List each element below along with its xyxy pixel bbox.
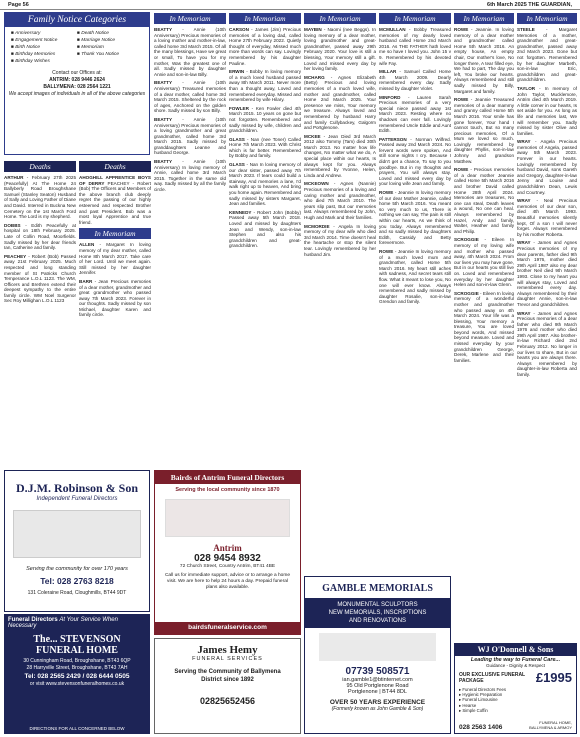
notices-col1: [4, 175, 76, 304]
bairds-phone: 028 9454 8932: [194, 553, 261, 564]
djm-serving: Serving the community for over 170 years: [26, 566, 128, 572]
notice-text: - Edith Peacefully at hospital on 18th February 2025. Late of Collin Road, Moorfields. Sadly missed by her dear friends Ian, Catherine and family.: [4, 222, 76, 251]
notice-text: PEACHEY - Robert (Bob) The Officers and Members of the above branch club deeply regret the passing of our highly esteemed and respected Brother and past President. Bob was a most loyal Apprentice and true friend.: [79, 180, 151, 225]
category-item: ■ Marriage Notice: [77, 38, 116, 43]
gamble-town: Portglenone | BT44 8DL: [348, 689, 407, 695]
notice-text: - Annie (10th Anniversary) In loving memory of Annie, called home 3rd March 2015. Together in the same old way. Sadly missed by all the family circle.: [154, 159, 226, 193]
notice-name: BEATTY: [154, 116, 173, 122]
notice-name: WRAY: [517, 310, 531, 316]
bairds-website: bairdsfuneralservice.com: [155, 622, 300, 634]
notice-text: - Jean Died 3rd March 2012 also Tommy (Tam) died 30th March 2013. No matter how life changes, No matter what we do, A special place within our hearts, Is always kept for you. Always remembered by Yvonne, Helen, Linda and Andrew.: [304, 133, 376, 178]
notice-name: WRAY: [517, 198, 531, 204]
hemy-ad: [154, 638, 301, 734]
contact-label: Contact our Offices at:: [52, 70, 102, 76]
notice-text: - Bobby In loving memory of a much loved husband passed away 8th March 2011. Never more than a thought away, Loved and remembered everyday. Missed and remembered by wife Hilary.: [229, 69, 301, 103]
notice: [517, 139, 577, 195]
issue-date: 6th March 2025 THE GUARDIAN,: [487, 2, 572, 8]
memoriam-header: In Memoriam: [517, 13, 577, 24]
bairds-name: Bairds of Antrim Funeral Directors: [155, 471, 300, 484]
notice: [517, 198, 577, 237]
package-item: ▸ Funeral Directors Fees: [459, 687, 507, 692]
gamble-photo: [319, 633, 436, 661]
stevenson-top: Funeral Directors: [8, 617, 58, 623]
notice-text: - Norman Wilfred. Passed away 2nd March 2024. No fervent words were spoken, And still some nights I cry. Because I didn't get a chance, To say to you goodbye. But in my thoughts and prayers, You will always stay. Loved and missed every day by your loving wife Jean and family.: [379, 136, 451, 187]
category-item: ■ Thank You Notice: [77, 52, 120, 57]
notice-name: TAYLOR: [517, 85, 536, 91]
categories-title: Family Notice Categories: [5, 13, 149, 27]
notice-text: - Lauren Sarah Precious memories of a very special niece passed away 1st March 2023. Resting where no shadows can ever fall. Lovingly remembered Uncle Eddie and Aunt Edith.: [379, 94, 451, 134]
hemy-name: James Hemy: [197, 644, 258, 656]
notice-text: - Nan In loving memory of our dear sister, passed away 7th March 2023. If tears could build a stairway, And memories a lane, I'd walk right up to heaven, And bring you home again. Remembered and sadly missed by sisters Margaret, Jean and families.: [229, 162, 301, 207]
notice-name: ROWE: [379, 190, 394, 196]
notice: [454, 97, 514, 164]
notice: [379, 137, 451, 187]
odonnell-package-items: [455, 687, 576, 713]
category-item: ■ Memoriam: [77, 45, 104, 50]
notice-name: MCMORDIE: [304, 223, 330, 229]
notice: [304, 75, 376, 131]
memoriam-header: In Memoriam: [79, 228, 151, 239]
djm-address: 131 Coleraine Road, Cloughmills, BT44 9DT: [27, 590, 127, 596]
category-item: ■ Anniversary: [11, 31, 41, 36]
gamble-experience: OVER 50 YEARS EXPERIENCE: [329, 699, 426, 706]
notice: [229, 162, 301, 207]
notice-text: - Robert John (Bobby) Passed away 5th March 2018. Loved and missed by daughters Jean and Wendy, son-in-law Stephen and also his grandchildren and great-grandchildren.: [229, 209, 301, 249]
notice-name: BEATTY: [154, 159, 173, 165]
gamble-line2: NEW MEMORIALS, INSCRIPTIONS: [328, 610, 427, 616]
gamble-ad: [304, 576, 451, 734]
notice-name: MILLAR: [379, 69, 397, 75]
stevenson-name: The... STEVENSON FUNERAL HOME: [33, 634, 121, 656]
notice-text: - James and Agnes Precious memories of a dear father who died 9th March 1976 and mother who died 29th April 1987. Also brother-in-law Richard died 2nd February 2012. No longer in our lives to share, But in our hearts you are always there. Always remembered by daughter-in-law Roberta and family.: [517, 310, 577, 378]
categories-note: We accept images of individuals in all of the above categories: [8, 91, 146, 97]
notice: [304, 181, 376, 220]
notices-col4: [229, 27, 301, 249]
notice-name: MAYBIN: [304, 27, 322, 32]
djm-sub: Independent Funeral Directors: [36, 496, 118, 502]
notice-text: - Jeannie Treasured memories of a dear mammy and granny called Home 5th March 2016. Your smile has gone forever, Your hand I cannot touch, But so many precious memories, Of a Mum we loved so much. Lovingly remembered by daughter Phyllis, son-in-law Johnny and grandson Matthew.: [454, 97, 514, 164]
notice-text: - Neal Precious memories of our dear son, died 4th March 1993. Beautiful memories silently kept, Of a son I will never forget. Always remembered by his mother Roberta.: [517, 198, 577, 237]
notice: [379, 95, 451, 134]
notice: [79, 242, 151, 276]
notice: [304, 27, 376, 72]
notice: [379, 69, 451, 91]
odonnell-sub: Guidance - Dignity & Respect: [485, 663, 546, 668]
package-item: ▸ Hygienic Preparation: [459, 692, 503, 698]
notice-text: - Jeannie In loving memory of a much loved mum and grandmother, called Home 5th March 2016. My heart still aches with sadness, And secret tears still flow. What it meant to lose you, No one will ever know. Always remembered and sadly missed by daughter Rosalie, son-in-law Grendon and family.: [379, 248, 451, 305]
notice: [79, 279, 151, 318]
deaths-header: Deaths: [4, 161, 76, 172]
notice-name: CARSON: [229, 27, 249, 32]
notice-text: - In memory of John Taylor, Mucklemore, Antrim died 4th March 2019. A little corner in our hearts, Is set aside for you. As long as life and memories last, We will remember you. Sadly missed by sister Olive and families.: [517, 85, 577, 136]
contact-block: [5, 70, 149, 98]
antrim-phone: ANTRIM: 028 9446 2624: [49, 77, 105, 83]
notice: [517, 240, 577, 307]
notices-col5: [304, 27, 376, 257]
category-item: ■ Death Notice: [77, 31, 109, 36]
package-item: ▸ Funeral Limousine: [459, 697, 498, 703]
column-7: [454, 13, 514, 641]
notice-name: KENNEDY: [229, 209, 252, 215]
odonnell-offer: OUR EXCLUSIVE FUNERAL PACKAGE: [459, 671, 526, 684]
notice-text: - Precious memories of a dear mother Jeannie called Home 5th March 2016 and brother David called Home 28th April 2024. Memories are treasures, No one can steal, Death leaves a wound, No one can heal. Always remembered by Hazel, Andy and family, Walter, Heather and family and Philip.: [454, 167, 514, 234]
bairds-ad: [154, 470, 301, 635]
notice: [454, 237, 514, 287]
stevenson-ad: [4, 614, 150, 734]
notice: [154, 159, 226, 193]
notice-text: - Angela In loving memory of my dear wife who died 3rd March 2014. Time doesn't heal the heartache or stop the silent tear. Lovingly remembered by her husband Jim.: [304, 223, 376, 257]
notice-name: AHOGHILL APPRENTICE BOYS OF DERRY: [79, 175, 151, 186]
notice-text: - James and Agnes Precious memories of my dear parents, father died 9th March 1976, mother died 29th April 1987 also my dear brother Neil died 9th March 1993. Close to my heart you will always stay, Loved and remembered every day. Always remembered by their daughter Annie, son-in-law Trevor and grandchildren.: [517, 240, 577, 307]
bairds-address: 72 Church Street, Country Antrim, BT41 4BE: [179, 564, 276, 569]
notice: [229, 69, 301, 103]
notice: [517, 311, 577, 378]
notice: [79, 175, 151, 225]
odonnell-price: £1995: [535, 670, 572, 685]
notice-text: - Margaret In loving memory of my dear mother, called Home 8th March 2017. Take care of her Lord. Until we meet again. Still missed by her daughter Jennifer.: [79, 242, 151, 276]
djm-photo: [13, 510, 141, 558]
stevenson-sub: At Your Service When Necessary: [8, 617, 118, 629]
notice: [454, 167, 514, 234]
page-number: Page 56: [8, 2, 29, 8]
djm-robinson-ad: [4, 470, 150, 612]
memoriam-header: In Memoriam: [379, 13, 451, 24]
notices-col6: [379, 27, 451, 305]
gamble-phone: 07739 508571: [345, 666, 410, 677]
memoriam-header: In Memoriam: [154, 13, 226, 24]
notice-name: MCMULLAN: [379, 27, 406, 32]
column-6: [379, 13, 451, 573]
notice: [4, 175, 76, 220]
notice: [517, 86, 577, 136]
notice-text: - Agnes Elizabeth (Betty) Precious and loving memories of a much loved wife, mother and grandmother, called Home 2nd March 2025. Your presence we miss, Your memory we treasure. Always loved and remembered by husband Harry and family Cullybackey, Galgorm and Portglenone.: [304, 74, 376, 131]
categories-list: [5, 27, 149, 68]
notice-name: MCKEOWN: [304, 181, 329, 187]
notice-text: - Nan (nee Toner) Called Home 7th March 2023. With Christ which is far better. Remembered by Bobby and family.: [229, 136, 301, 159]
notice-text: - Annie (10th Anniversary) Treasured memories of a dear mother, called home 3rd March 2015. Sheltered by the rock of ages, Anchored on the golden shore. Sadly missed by son Billy.: [154, 80, 226, 114]
notice-name: WRAY: [517, 139, 531, 145]
notice-text: - Annie (10th Anniversary) Precious memories of a loving mother and mother-in-law, called home 3rd March 2015. Of all the many blessings, Have we great or small, To have you for my mother, Was the greatest one of all. Sadly missed by daughter Annie and son-in-law Billy.: [154, 27, 226, 77]
djm-name: D.J.M. Robinson & Son: [15, 481, 139, 495]
notice: [154, 117, 226, 156]
notice-name: FOWLER: [229, 105, 249, 111]
bairds-note: Call us for immediate support, advice or to arrange a home visit. We are here to help 24 hours a day. Prepaid funeral plans also available.: [164, 573, 291, 590]
gamble-address: 95 Old Portglenone Road: [346, 683, 409, 689]
page-header: [0, 0, 580, 10]
stevenson-footer: DIRECTIONS FOR ALL CONCERNED BELOW: [29, 726, 125, 731]
notice-text: - Naomi (nee Beggs). In loving memory of a dear mother, loving grandmother and great-grandmother, passed away 29th February 2020. Your love is still a blessing, Your memory still a gift. Loved and missed every day by her loving family.: [304, 27, 376, 72]
notice-name: PEACHEY: [4, 253, 27, 259]
notice: [154, 80, 226, 114]
column-2: [79, 158, 151, 468]
notice-text: - Jean Precious memories of a dear mother, grandmother and great grandmother who passed away 7th March 2023. Forever in our thoughts. Sadly missed by son Michael, daughter Karen and family circle.: [79, 278, 151, 318]
category-item: ■ Birth Notice: [11, 45, 41, 50]
hemy-phone: 02825652456: [199, 696, 256, 706]
notice: [454, 291, 514, 364]
column-5: [304, 13, 376, 573]
notice-text: - February 27th 2025 (Peacefully) At The Home 24 Ballyberly Road Broughshane Samuel (Stanley Seaton) Husband of Sally and Loving Father of Diane and David. Interred in Buckna New Cemetery on the 1st March Ford Home. The Lord is my shepherd.: [4, 175, 76, 220]
notice-name: ROWE: [454, 97, 469, 103]
hemy-serving: Serving the Community of Ballymena District since 1892: [174, 669, 281, 683]
notices-col7: [454, 27, 514, 363]
notice: [4, 254, 76, 304]
memoriam-header: In Memoriam: [229, 13, 301, 24]
gamble-email: ian.gamble1@btinternet.com: [342, 677, 413, 683]
notice: [379, 27, 451, 66]
odonnell-ad: [454, 643, 577, 734]
notice-name: SCROGGIE: [454, 237, 479, 243]
notice-name: MCKEE: [304, 133, 321, 139]
notice-name: DOBBS: [4, 222, 21, 228]
notice-name: SCROGGIE: [454, 290, 479, 296]
notice-text: - Jeannie In loving memory of our dear Mother Jeannie, called home 5th March 2016. You meant so very much to us, There is nothing we can say, The pain is still within our hearts, As we think of you today. Always remembered and so sadly missed by daughters Edith, Cassidy and Betty forevermore.: [379, 190, 451, 246]
column-4: [229, 13, 301, 468]
deaths-header: Deaths: [79, 161, 151, 172]
family-notice-categories: [4, 12, 150, 155]
bairds-town: Antrim: [213, 543, 242, 553]
notice-text: - Jeannie. In loving memory of a dear mother and grandmother called Home 5th March 2016. An empty house, An empty chair, Our mother's love, No longer there, A tear filled eye, We had to part, The day you left, You broke our hearts. Always remembered and still sadly missed by Billy, Margaret and family.: [454, 27, 514, 94]
odonnell-tagline: Leading the way to Funeral Care...: [470, 657, 561, 663]
stevenson-address-2: 28 Harryville Street, Broughshane, BT43 7AH: [26, 665, 128, 671]
notice-name: WRAY: [517, 240, 531, 246]
notices-col8: [517, 27, 577, 378]
notice-name: ROWE: [454, 27, 469, 32]
notice-name: PATTERSON: [379, 136, 407, 142]
notice: [4, 223, 76, 251]
notice-text: - Angela Precious memories of Angela, passed away 5th March 2023. Forever in our hearts. Lovingly remembered by husband David, sons Gareth and Gregory, daughter-in-law Jenny and Louise and grandchildren Dean, Lewis and Courtney.: [517, 139, 577, 195]
notice-name: BEATTY: [154, 27, 173, 32]
category-item: ■ Birthday Memories: [11, 52, 56, 57]
notice-name: BARR: [79, 278, 93, 284]
bairds-photo: [165, 499, 290, 537]
notice-name: ROWE: [454, 167, 469, 173]
notice-text: - Agnes (Nannie) Precious memories of a loving and caring mother and grandmother, who died 7th March 2010. The years slip past, But our memories last. Always remembered by John, Hugh and Mark and their families.: [304, 181, 376, 220]
notice: [379, 190, 451, 246]
notice: [154, 27, 226, 77]
gamble-previous: (Formerly known as John Gamble & Son): [331, 706, 424, 712]
notice: [229, 106, 301, 134]
notice: [229, 27, 301, 66]
notice-text: - Eileen In loving memory of a wonderful mother and grandmother who passed away on 4th March 2024. Your life was a blessing, Your memory a treasure, You are loved beyond words, And missed beyond measure. Loved and missed everyday by your grandchildren George, Derek, Marlene and their families.: [454, 290, 514, 363]
notice: [304, 224, 376, 258]
stevenson-web: or visit www.stevensonfuneralhomes.co.uk: [29, 681, 125, 687]
notice-name: ERWIN: [229, 69, 245, 75]
notice-name: ALLEN: [79, 242, 95, 248]
package-item: ▸ Hearse: [459, 702, 477, 708]
notice-name: MINFORD: [379, 94, 401, 100]
gamble-name: GAMBLE MEMORIALS: [322, 583, 433, 594]
notice-name: GLASS: [229, 162, 245, 168]
notice: [229, 137, 301, 159]
memoriam-header: In Memoriam: [304, 13, 376, 24]
category-item: ■ Engagement Notice: [11, 38, 58, 43]
gamble-line3: AND RENOVATIONS: [348, 618, 407, 624]
notice: [229, 210, 301, 249]
hemy-sub: FUNERAL SERVICES: [192, 656, 263, 662]
notice-text: - Samuel Called Home 4th March 2009. Dearly remembered every day. Sadly missed by daughter Violet.: [379, 69, 451, 91]
gamble-line1: MONUMENTAL SCULPTORS: [337, 602, 418, 608]
column-8: [517, 13, 577, 641]
odonnell-phone: 028 2563 1406: [459, 724, 503, 731]
notice: [517, 27, 577, 83]
ballymena-phone: BALLYMENA: 028 2564 1221: [43, 84, 111, 90]
notice: [304, 134, 376, 179]
notice-name: STEELE: [517, 27, 535, 32]
notice-name: BEATTY: [154, 80, 173, 86]
notices-col2: [79, 242, 151, 318]
odonnell-name: WJ O'Donnell & Sons: [455, 644, 576, 656]
notice-name: ARTHUR: [4, 175, 24, 180]
notice-name: MCHARG: [304, 74, 325, 80]
odonnell-footer: FUNERAL HOME, BALLYMENA & ARMOY: [529, 720, 572, 730]
notice: [454, 27, 514, 94]
bairds-serving: Serving the local community since 1870: [175, 487, 280, 493]
memoriam-header: In Memoriam: [454, 13, 514, 24]
notice-text: - Eileen In memory of my loving wife and mother who passed away, 4th March 2024. From our lives you may have gone, But in our hearts you still live on. Loved and remembered everyday by her daughter Helen and son-in-law Glenn.: [454, 237, 514, 288]
package-item: ▸ Simple Coffin: [459, 707, 488, 713]
notice-text: - James (Jim) Precious memories of a loving dad, called Home 27th February 2022. Quietly thought of everyday, Missed much more than words can say. Lovingly remembered by his daughter Pauline.: [229, 27, 301, 66]
notice-text: - Annie (10th Anniversary) Precious memories of a loving grandmother and great grandmother, called home 3rd March 2015. Sadly missed by granddaughters Leanne and husband George.: [154, 116, 226, 156]
notice: [379, 249, 451, 305]
column-3: [154, 13, 226, 468]
notice-text: - Margaret Memories of a mother, grandmother and great-grandmother, passed away 2nd March 2023. Gone but not forgotten. Remembered by her daughter Marbeth, son-in-law Eric, grandchildren and great-grandchildren.: [517, 27, 577, 83]
notice-text: - Bobby Treasured memories of my dearly loved husband called Home 2nd March 2016. As THE FATHER hath loved me so have I loved you. John 15 v 9. Remembered by his devoted wife Fay.: [379, 27, 451, 66]
stevenson-phone: Tel: 028 2565 2429 / 028 6444 0505: [24, 673, 130, 680]
column-1: [4, 158, 76, 468]
notices-col3: [154, 27, 226, 193]
djm-phone: Tel: 028 2763 8218: [40, 576, 114, 586]
notice-text: - Ken Fowler died 4th March 2015. 10 years on gone but not forgotten. Remembered and sadly missed by wife, children and grandchildren.: [229, 105, 301, 134]
category-item: ■ Birthday Wishes: [11, 59, 50, 64]
notice-name: GLASS: [229, 136, 245, 142]
stevenson-address: 30 Cunningham Road, Broughshane, BT43 6QP: [23, 658, 131, 664]
notice-text: - Robert (Bob) Passed away 21st February 2025. Much respected and long standing member of St Patricks Church Temperance L.O.L 1123. The WM, Officers and Brethren extend their deepest sympathy to the entire family circle. WM Noel Surgenor Sec Roy Millighan L.O.L 1123: [4, 253, 76, 304]
notice-name: ROWE: [379, 248, 394, 254]
